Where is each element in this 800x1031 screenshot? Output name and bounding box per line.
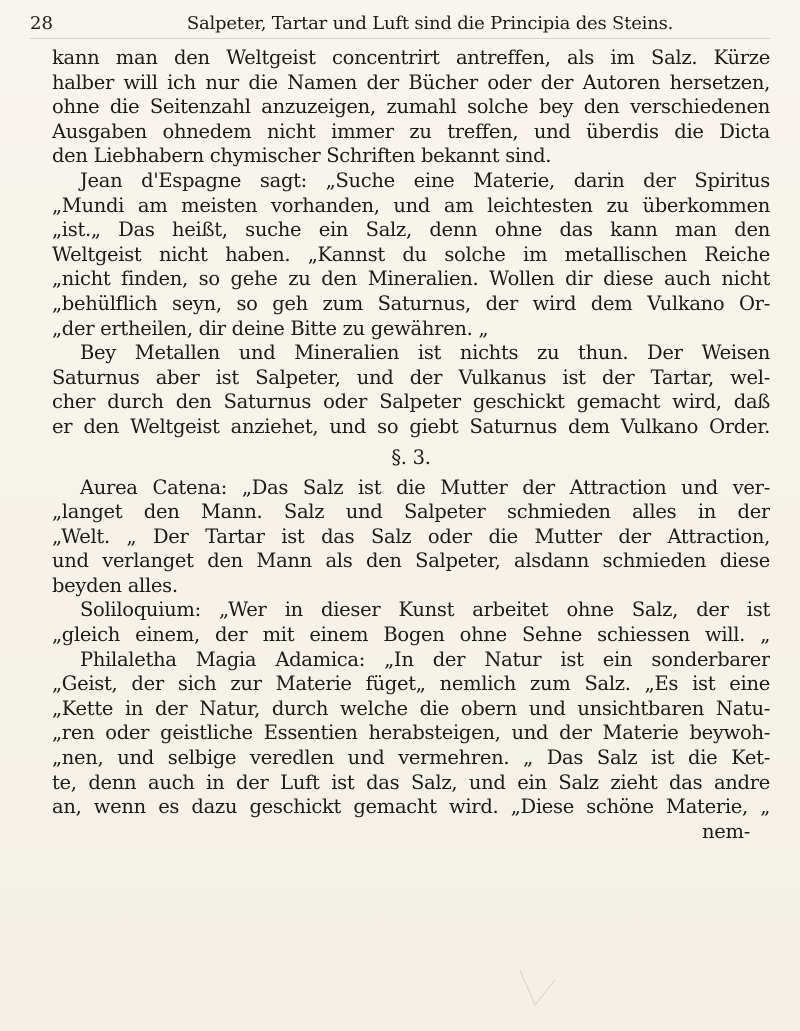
text-line: „der ertheilen, dir deine Bitte zu gewähren. „ [52, 316, 489, 340]
section-heading: §. 3. [391, 445, 431, 469]
text-line: er den Weltgeist anziehet, und so giebt Saturnus dem Vulkano Order. [52, 414, 770, 438]
text-line: „Geist, der sich zur Materie füget„ nemlich zum Salz. „Es ist eine [52, 672, 770, 696]
text-line: Jean d'Espagne sagt: „Suche eine Materie, darin der Spiritus [80, 168, 770, 192]
text-line: an, wenn es dazu geschickt gemacht wird. „Diese schöne Materie, „ [52, 795, 770, 819]
text-line: und verlanget den Mann als den Salpeter, alsdann schmieden diese [52, 549, 770, 573]
catchword: nem- [702, 819, 750, 843]
text-line: cher durch den Saturnus oder Salpeter geschickt gemacht wird, daß [52, 390, 770, 414]
text-line: „gleich einem, der mit einem Bogen ohne Sehne schiessen will. „ [52, 623, 770, 647]
text-line: kann man den Weltgeist concentrirt antreffen, als im Salz. Kürze [52, 46, 770, 69]
header-rule [30, 38, 770, 39]
text-line: Saturnus aber ist Salpeter, und der Vulkanus ist der Tartar, wel- [52, 365, 770, 389]
text-line: beyden alles. [52, 573, 178, 597]
text-line: Weltgeist nicht haben. „Kannst du solche im metallischen Reiche [52, 242, 770, 266]
text-line: „ren oder geistliche Essentien herabsteigen, und der Materie beywoh- [52, 721, 770, 745]
text-line: Bey Metallen und Mineralien ist nichts zu thun. Der Weisen [80, 341, 770, 365]
page-number: 28 [30, 13, 53, 34]
text-line: „Mundi am meisten vorhanden, und am leichtesten zu überkommen [52, 193, 770, 217]
text-line: „nicht finden, so gehe zu den Mineralien. Wollen dir diese auch nicht [52, 267, 770, 291]
text-line: „nen, und selbige veredlen und vermehren. „ Das Salz ist die Ket- [52, 746, 770, 770]
text-line: te, denn auch in der Luft ist das Salz, und ein Salz zieht das andre [52, 770, 770, 794]
text-line: „Kette in der Natur, durch welche die obern und unsichtbaren Natu- [52, 696, 770, 720]
running-head: Salpeter, Tartar und Luft sind die Principia des Steins. [186, 13, 674, 34]
text-line: „behülflich seyn, so geh zum Saturnus, der wird dem Vulkano Or- [52, 291, 770, 315]
text-line: „Welt. „ Der Tartar ist das Salz oder die Mutter der Attraction, [52, 524, 770, 548]
text-line: „ist.„ Das heißt, suche ein Salz, denn ohne das kann man den [52, 218, 770, 242]
text-line: Aurea Catena: „Das Salz ist die Mutter der Attraction und ver- [80, 475, 770, 499]
text-line: „langet den Mann. Salz und Salpeter schmieden alles in der [52, 500, 770, 524]
body-text [52, 46, 770, 844]
text-line: Ausgaben ohnedem nicht immer zu treffen, und überdis die Dicta [52, 119, 770, 143]
page-header [30, 11, 770, 37]
text-line: halber will ich nur die Namen der Bücher oder der Autoren hersetzen, [52, 70, 770, 94]
text-line: Soliloquium: „Wer in dieser Kunst arbeitet ohne Salz, der ist [80, 598, 770, 622]
text-line: Philaletha Magia Adamica: „In der Natur ist ein sonderbarer [80, 647, 770, 671]
text-line: ohne die Seitenzahl anzuzeigen, zumahl solche bey den verschiedenen [52, 95, 770, 119]
text-line: den Liebhabern chymischer Schriften bekannt sind. [52, 144, 552, 168]
